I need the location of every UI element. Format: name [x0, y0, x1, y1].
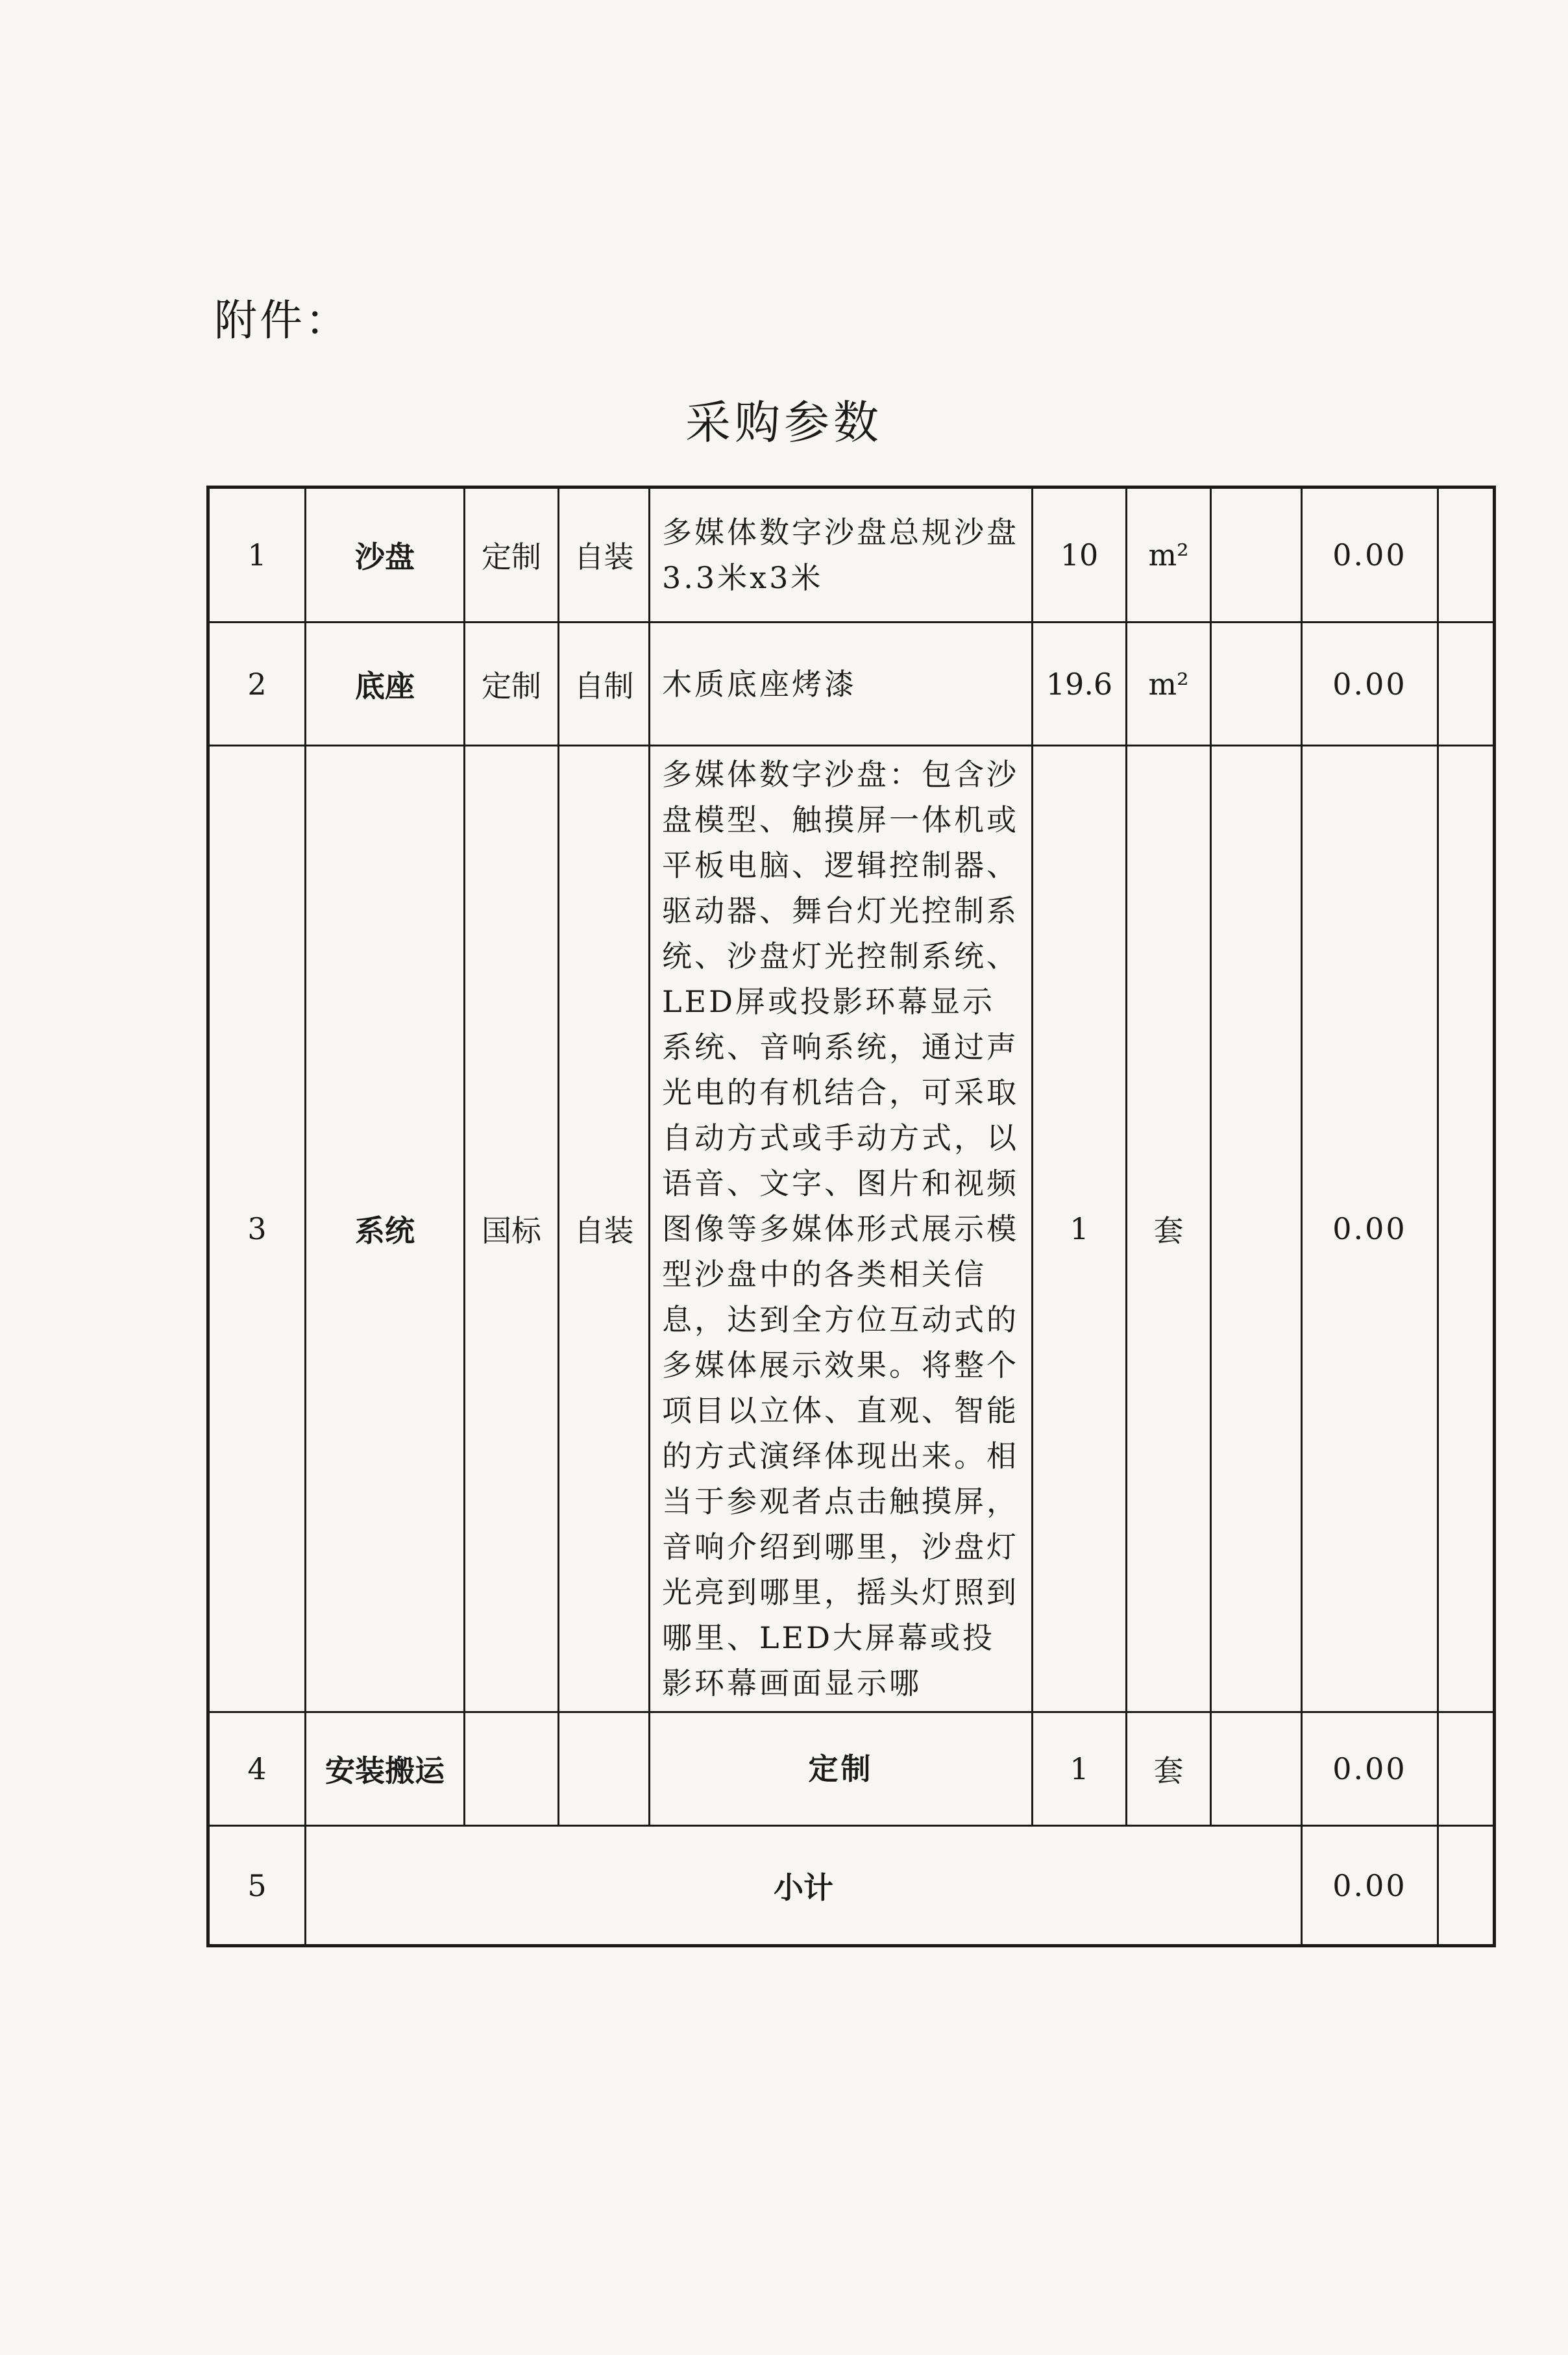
item-amount: 0.00 [1302, 1712, 1438, 1826]
item-mode [559, 1712, 650, 1826]
page-title: 采购参数 [685, 396, 883, 449]
procurement-params-table [206, 486, 1496, 1947]
item-extra [1438, 623, 1495, 746]
row-number: 2 [208, 623, 306, 746]
item-unit: 套 [1127, 746, 1211, 1712]
item-amount: 0.00 [1302, 746, 1438, 1712]
item-quantity: 1 [1033, 1712, 1127, 1826]
item-price [1211, 1712, 1302, 1826]
table-row [208, 487, 1495, 623]
table-row [208, 746, 1495, 1712]
item-spec: 国标 [465, 746, 559, 1712]
item-unit: m² [1127, 623, 1211, 746]
table-row [208, 1712, 1495, 1826]
item-extra [1438, 746, 1495, 1712]
item-extra [1438, 487, 1495, 623]
item-description: 多媒体数字沙盘总规沙盘3.3米x3米 [650, 487, 1033, 623]
item-mode: 自装 [559, 746, 650, 1712]
item-spec [465, 1712, 559, 1826]
subtotal-extra [1438, 1826, 1495, 1946]
item-name: 安装搬运 [306, 1712, 465, 1826]
item-quantity: 1 [1033, 746, 1127, 1712]
item-amount: 0.00 [1302, 623, 1438, 746]
row-number: 5 [208, 1826, 306, 1946]
subtotal-label: 小计 [306, 1826, 1302, 1946]
attachment-label: 附件： [214, 295, 350, 345]
item-unit: m² [1127, 487, 1211, 623]
item-description: 多媒体数字沙盘：包含沙盘模型、触摸屏一体机或平板电脑、逻辑控制器、驱动器、舞台灯光控制系统、沙盘灯光控制系统、LED屏或投影环幕显示系统、音响系统，通过声光电的有机结合，可采取自动方式或手动方式，以语音、文字、图片和视频图像等多媒体形式展示模型沙盘中的各类相关信息，达到全方位互动式的多媒体展示效果。将整个项目以立体、直观、智能的方式演绎体现出来。相当于参观者点击触摸屏，音响介绍到哪里，沙盘灯光亮到哪里，摇头灯照到哪里、LED大屏幕或投影环幕画面显示哪 [650, 746, 1033, 1712]
item-description: 定制 [650, 1712, 1033, 1826]
row-number: 4 [208, 1712, 306, 1826]
item-spec: 定制 [465, 487, 559, 623]
row-number: 3 [208, 746, 306, 1712]
item-spec: 定制 [465, 623, 559, 746]
item-amount: 0.00 [1302, 487, 1438, 623]
item-price [1211, 746, 1302, 1712]
item-quantity: 10 [1033, 487, 1127, 623]
item-price [1211, 623, 1302, 746]
item-name: 系统 [306, 746, 465, 1712]
subtotal-amount: 0.00 [1302, 1826, 1438, 1946]
item-name: 底座 [306, 623, 465, 746]
item-name: 沙盘 [306, 487, 465, 623]
item-mode: 自制 [559, 623, 650, 746]
subtotal-row [208, 1826, 1495, 1946]
item-quantity: 19.6 [1033, 623, 1127, 746]
item-extra [1438, 1712, 1495, 1826]
item-description: 木质底座烤漆 [650, 623, 1033, 746]
table-row [208, 623, 1495, 746]
item-mode: 自装 [559, 487, 650, 623]
item-unit: 套 [1127, 1712, 1211, 1826]
item-price [1211, 487, 1302, 623]
row-number: 1 [208, 487, 306, 623]
